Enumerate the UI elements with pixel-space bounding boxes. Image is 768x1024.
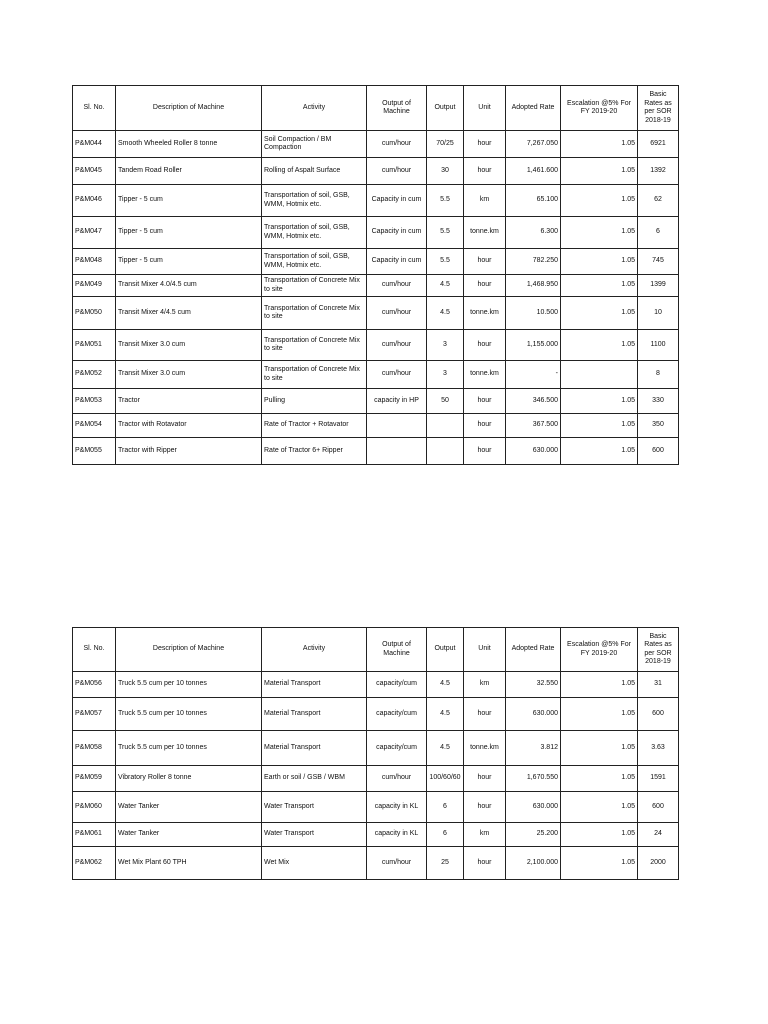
cell-adopted-rate: 32.550 [506, 672, 561, 698]
cell-basic-rate: 745 [638, 249, 679, 275]
cell-unit: hour [464, 330, 506, 361]
cell-escalation: 1.05 [561, 823, 638, 847]
cell-escalation: 1.05 [561, 672, 638, 698]
cell-output: 4.5 [427, 297, 464, 330]
cell-output-of-machine: cum/hour [367, 131, 427, 158]
cell-output-of-machine: capacity/cum [367, 672, 427, 698]
cell-adopted-rate: 630.000 [506, 438, 561, 465]
cell-output [427, 414, 464, 438]
cell-adopted-rate: 630.000 [506, 698, 561, 731]
cell-output: 3 [427, 361, 464, 389]
cell-unit: hour [464, 698, 506, 731]
cell-activity: Rolling of Aspalt Surface [262, 158, 367, 185]
cell-output: 4.5 [427, 672, 464, 698]
cell-activity: Transportation of Concrete Mix to site [262, 275, 367, 297]
cell-basic-rate: 330 [638, 389, 679, 414]
cell-activity: Transportation of soil, GSB, WMM, Hotmix etc. [262, 249, 367, 275]
cell-adopted-rate: 2,100.000 [506, 847, 561, 880]
cell-escalation: 1.05 [561, 847, 638, 880]
table-row [73, 158, 679, 185]
cell-escalation: 1.05 [561, 330, 638, 361]
table-row [73, 217, 679, 249]
cell-adopted-rate: 1,468.950 [506, 275, 561, 297]
header-output-of-machine: Output of Machine [367, 628, 427, 672]
cell-basic-rate: 600 [638, 792, 679, 823]
header-adopted-rate: Adopted Rate [506, 628, 561, 672]
header-output-of-machine: Output of Machine [367, 86, 427, 131]
cell-description: Tipper - 5 cum [116, 249, 262, 275]
cell-output-of-machine: cum/hour [367, 158, 427, 185]
cell-adopted-rate: 1,155.000 [506, 330, 561, 361]
cell-description: Tipper - 5 cum [116, 185, 262, 217]
table-row [73, 438, 679, 465]
cell-description: Tractor with Ripper [116, 438, 262, 465]
cell-unit: km [464, 672, 506, 698]
table-header-row [73, 628, 679, 672]
cell-code: P&M059 [73, 766, 116, 792]
cell-output: 4.5 [427, 731, 464, 766]
cell-description: Tractor [116, 389, 262, 414]
machine-rates-table-2 [72, 627, 679, 880]
cell-escalation: 1.05 [561, 249, 638, 275]
cell-escalation: 1.05 [561, 414, 638, 438]
cell-activity: Material Transport [262, 672, 367, 698]
cell-escalation: 1.05 [561, 185, 638, 217]
table-row [73, 389, 679, 414]
cell-activity: Material Transport [262, 731, 367, 766]
cell-code: P&M048 [73, 249, 116, 275]
cell-unit: hour [464, 389, 506, 414]
cell-output-of-machine: cum/hour [367, 297, 427, 330]
header-output: Output [427, 86, 464, 131]
cell-adopted-rate: 782.250 [506, 249, 561, 275]
table-row [73, 672, 679, 698]
cell-unit: hour [464, 131, 506, 158]
cell-code: P&M053 [73, 389, 116, 414]
table-row [73, 185, 679, 217]
cell-output: 70/25 [427, 131, 464, 158]
cell-adopted-rate: - [506, 361, 561, 389]
cell-code: P&M046 [73, 185, 116, 217]
cell-output-of-machine: cum/hour [367, 847, 427, 880]
cell-escalation: 1.05 [561, 438, 638, 465]
cell-activity: Soil Compaction / BM Compaction [262, 131, 367, 158]
cell-activity: Transportation of Concrete Mix to site [262, 297, 367, 330]
cell-unit: hour [464, 766, 506, 792]
cell-basic-rate: 8 [638, 361, 679, 389]
cell-output-of-machine: cum/hour [367, 275, 427, 297]
cell-activity: Transportation of soil, GSB, WMM, Hotmix etc. [262, 217, 367, 249]
cell-description: Tandem Road Roller [116, 158, 262, 185]
machine-rates-table-1 [72, 85, 679, 465]
cell-output: 6 [427, 792, 464, 823]
table-row [73, 414, 679, 438]
cell-code: P&M051 [73, 330, 116, 361]
cell-adopted-rate: 25.200 [506, 823, 561, 847]
cell-description: Truck 5.5 cum per 10 tonnes [116, 672, 262, 698]
cell-basic-rate: 1392 [638, 158, 679, 185]
cell-description: Water Tanker [116, 823, 262, 847]
cell-output-of-machine: cum/hour [367, 361, 427, 389]
table-row [73, 330, 679, 361]
cell-escalation: 1.05 [561, 731, 638, 766]
cell-basic-rate: 24 [638, 823, 679, 847]
cell-activity: Transportation of soil, GSB, WMM, Hotmix etc. [262, 185, 367, 217]
cell-activity: Earth or soil / GSB / WBM [262, 766, 367, 792]
cell-output: 30 [427, 158, 464, 185]
cell-escalation: 1.05 [561, 792, 638, 823]
cell-basic-rate: 350 [638, 414, 679, 438]
cell-output-of-machine: capacity/cum [367, 731, 427, 766]
table-row [73, 361, 679, 389]
table-row [73, 792, 679, 823]
cell-escalation [561, 361, 638, 389]
cell-activity: Transportation of Concrete Mix to site [262, 330, 367, 361]
cell-description: Smooth Wheeled Roller 8 tonne [116, 131, 262, 158]
header-escalation: Escalation @5% For FY 2019-20 [561, 86, 638, 131]
cell-output: 4.5 [427, 698, 464, 731]
cell-adopted-rate: 65.100 [506, 185, 561, 217]
cell-unit: tonne.km [464, 361, 506, 389]
cell-basic-rate: 1399 [638, 275, 679, 297]
cell-basic-rate: 10 [638, 297, 679, 330]
cell-unit: hour [464, 158, 506, 185]
cell-description: Tractor with Rotavator [116, 414, 262, 438]
cell-escalation: 1.05 [561, 217, 638, 249]
cell-code: P&M061 [73, 823, 116, 847]
header-description: Description of Machine [116, 86, 262, 131]
header-activity: Activity [262, 86, 367, 131]
cell-unit: hour [464, 438, 506, 465]
cell-adopted-rate: 7,267.050 [506, 131, 561, 158]
cell-output: 5.5 [427, 185, 464, 217]
cell-escalation: 1.05 [561, 297, 638, 330]
cell-output-of-machine: capacity/cum [367, 698, 427, 731]
cell-unit: tonne.km [464, 217, 506, 249]
cell-basic-rate: 600 [638, 698, 679, 731]
cell-escalation: 1.05 [561, 698, 638, 731]
cell-unit: hour [464, 847, 506, 880]
cell-output: 5.5 [427, 217, 464, 249]
table-row [73, 731, 679, 766]
cell-code: P&M047 [73, 217, 116, 249]
cell-unit: tonne.km [464, 297, 506, 330]
cell-description: Vibratory Roller 8 tonne [116, 766, 262, 792]
table-row [73, 823, 679, 847]
cell-basic-rate: 600 [638, 438, 679, 465]
cell-activity: Water Transport [262, 823, 367, 847]
cell-unit: km [464, 823, 506, 847]
cell-description: Tipper - 5 cum [116, 217, 262, 249]
cell-adopted-rate: 346.500 [506, 389, 561, 414]
cell-basic-rate: 1591 [638, 766, 679, 792]
cell-code: P&M057 [73, 698, 116, 731]
cell-description: Transit Mixer 3.0 cum [116, 361, 262, 389]
cell-output: 6 [427, 823, 464, 847]
table-row [73, 297, 679, 330]
cell-basic-rate: 6921 [638, 131, 679, 158]
cell-activity: Wet Mix [262, 847, 367, 880]
cell-output-of-machine: capacity in HP [367, 389, 427, 414]
cell-code: P&M052 [73, 361, 116, 389]
cell-adopted-rate: 367.500 [506, 414, 561, 438]
cell-description: Truck 5.5 cum per 10 tonnes [116, 698, 262, 731]
cell-description: Truck 5.5 cum per 10 tonnes [116, 731, 262, 766]
cell-output-of-machine: capacity in KL [367, 823, 427, 847]
header-adopted-rate: Adopted Rate [506, 86, 561, 131]
cell-code: P&M045 [73, 158, 116, 185]
cell-output: 25 [427, 847, 464, 880]
cell-activity: Material Transport [262, 698, 367, 731]
cell-escalation: 1.05 [561, 389, 638, 414]
cell-adopted-rate: 1,670.550 [506, 766, 561, 792]
cell-output-of-machine: cum/hour [367, 766, 427, 792]
cell-unit: tonne.km [464, 731, 506, 766]
cell-basic-rate: 31 [638, 672, 679, 698]
header-escalation: Escalation @5% For FY 2019-20 [561, 628, 638, 672]
cell-code: P&M055 [73, 438, 116, 465]
cell-code: P&M062 [73, 847, 116, 880]
cell-output: 5.5 [427, 249, 464, 275]
cell-output-of-machine: Capacity in cum [367, 217, 427, 249]
header-description: Description of Machine [116, 628, 262, 672]
cell-adopted-rate: 3.812 [506, 731, 561, 766]
cell-unit: km [464, 185, 506, 217]
table-row [73, 275, 679, 297]
cell-code: P&M058 [73, 731, 116, 766]
table-row [73, 698, 679, 731]
cell-adopted-rate: 630.000 [506, 792, 561, 823]
header-sl-no: Sl. No. [73, 86, 116, 131]
cell-description: Transit Mixer 4/4.5 cum [116, 297, 262, 330]
cell-output: 100/60/60 [427, 766, 464, 792]
cell-output-of-machine: Capacity in cum [367, 249, 427, 275]
header-basic-rate: Basic Rates as per SOR 2018-19 [638, 628, 679, 672]
header-unit: Unit [464, 628, 506, 672]
cell-code: P&M060 [73, 792, 116, 823]
cell-description: Wet Mix Plant 60 TPH [116, 847, 262, 880]
cell-output [427, 438, 464, 465]
cell-basic-rate: 2000 [638, 847, 679, 880]
cell-unit: hour [464, 249, 506, 275]
cell-basic-rate: 6 [638, 217, 679, 249]
cell-activity: Rate of Tractor + Rotavator [262, 414, 367, 438]
cell-unit: hour [464, 275, 506, 297]
cell-description: Transit Mixer 4.0/4.5 cum [116, 275, 262, 297]
table-row [73, 847, 679, 880]
header-unit: Unit [464, 86, 506, 131]
header-activity: Activity [262, 628, 367, 672]
table-row [73, 766, 679, 792]
cell-output: 3 [427, 330, 464, 361]
cell-unit: hour [464, 414, 506, 438]
header-basic-rate: Basic Rates as per SOR 2018-19 [638, 86, 679, 131]
cell-basic-rate: 3.63 [638, 731, 679, 766]
cell-activity: Transportation of Concrete Mix to site [262, 361, 367, 389]
cell-activity: Water Transport [262, 792, 367, 823]
header-sl-no: Sl. No. [73, 628, 116, 672]
table-row [73, 249, 679, 275]
cell-code: P&M056 [73, 672, 116, 698]
cell-output: 50 [427, 389, 464, 414]
cell-output-of-machine: Capacity in cum [367, 185, 427, 217]
cell-code: P&M044 [73, 131, 116, 158]
cell-escalation: 1.05 [561, 158, 638, 185]
cell-escalation: 1.05 [561, 131, 638, 158]
cell-code: P&M049 [73, 275, 116, 297]
cell-code: P&M050 [73, 297, 116, 330]
cell-output-of-machine [367, 438, 427, 465]
cell-adopted-rate: 1,461.600 [506, 158, 561, 185]
cell-code: P&M054 [73, 414, 116, 438]
header-output: Output [427, 628, 464, 672]
table-header-row [73, 86, 679, 131]
cell-basic-rate: 1100 [638, 330, 679, 361]
cell-description: Water Tanker [116, 792, 262, 823]
cell-activity: Pulling [262, 389, 367, 414]
cell-adopted-rate: 10.500 [506, 297, 561, 330]
cell-escalation: 1.05 [561, 766, 638, 792]
cell-description: Transit Mixer 3.0 cum [116, 330, 262, 361]
cell-adopted-rate: 6.300 [506, 217, 561, 249]
cell-output-of-machine: cum/hour [367, 330, 427, 361]
cell-basic-rate: 62 [638, 185, 679, 217]
cell-activity: Rate of Tractor 6+ Ripper [262, 438, 367, 465]
cell-unit: hour [464, 792, 506, 823]
cell-output-of-machine [367, 414, 427, 438]
cell-escalation: 1.05 [561, 275, 638, 297]
cell-output-of-machine: capacity in KL [367, 792, 427, 823]
table-row [73, 131, 679, 158]
cell-output: 4.5 [427, 275, 464, 297]
